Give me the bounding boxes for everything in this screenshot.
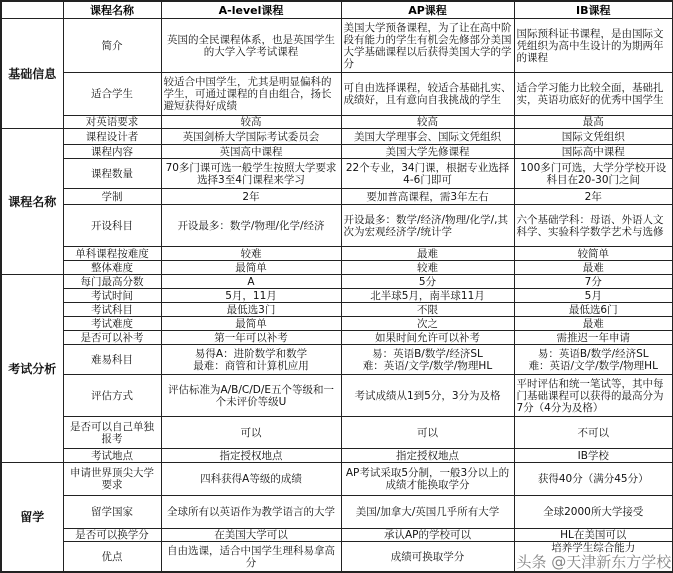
- ap-cell: [341, 289, 514, 303]
- ap-cell: [341, 496, 514, 529]
- alevel-cell: [161, 205, 341, 247]
- ib-cell-text: 最低选6门: [568, 303, 618, 316]
- row-label: [63, 261, 161, 275]
- ib-cell: [514, 542, 673, 573]
- ib-cell: [514, 159, 673, 189]
- ap-cell-text: AP考试采取5分制，一般3分以上的成绩才能换取学分: [345, 467, 510, 491]
- row-label: [63, 331, 161, 345]
- ap-cell-text: 美国大学理事会、国际文凭组织: [354, 130, 501, 143]
- ap-cell: [341, 542, 514, 573]
- group-label: 考试分析: [1, 275, 63, 463]
- ib-cell: [514, 189, 673, 205]
- row-label-text: 是否可以换学分: [75, 529, 149, 541]
- table-row: [1, 331, 673, 345]
- alevel-cell-text: A: [247, 275, 255, 288]
- row-label: [63, 275, 161, 289]
- row-label-text: 考试地点: [91, 449, 133, 462]
- ap-cell-text: 较难: [417, 261, 438, 274]
- ap-cell: [341, 145, 514, 159]
- header-corner: [1, 1, 63, 19]
- row-label: [63, 189, 161, 205]
- group-label: 留学: [1, 463, 63, 573]
- table-row: [1, 73, 673, 116]
- row-label-text: 课程设计者: [85, 130, 139, 143]
- table-row: [1, 449, 673, 463]
- row-label-text: 评估方式: [91, 389, 133, 402]
- row-label-text: 每门最高分数: [80, 275, 144, 288]
- ib-cell: [514, 116, 673, 129]
- alevel-cell-text: 最简单: [235, 261, 267, 274]
- row-label: [63, 73, 161, 116]
- row-label-text: 整体难度: [91, 261, 133, 274]
- row-label-text: 课程数量: [91, 167, 133, 180]
- ib-cell: [514, 417, 673, 449]
- table-row: [1, 116, 673, 129]
- ap-cell-text: 考试成绩从1到5分，3分为及格: [354, 389, 501, 402]
- ap-cell: [341, 261, 514, 275]
- ib-cell-text: 最难: [582, 261, 604, 274]
- ib-cell-text: 国际文凭组织: [561, 130, 625, 143]
- ap-cell: [341, 375, 514, 417]
- alevel-cell-text: 英国高中课程: [219, 145, 283, 158]
- alevel-cell: [161, 145, 341, 159]
- alevel-cell-text: 较适合中国学生，尤其是明显偏科的学生，可通过课程的自由组合，扬长避短获得好成绩: [163, 76, 332, 112]
- ap-cell: [341, 129, 514, 145]
- alevel-cell: [161, 496, 341, 529]
- row-label: [63, 19, 161, 73]
- alevel-cell-text: 指定授权地点: [219, 449, 283, 462]
- ib-cell: [514, 145, 673, 159]
- ib-cell: [514, 345, 673, 375]
- table-row: [1, 463, 673, 496]
- ap-cell: [341, 417, 514, 449]
- ib-cell: [514, 317, 673, 331]
- table-row: [1, 542, 673, 573]
- ap-cell: [341, 303, 514, 317]
- row-label-text: 考试科目: [91, 303, 133, 316]
- ib-cell-text: 7分: [584, 275, 602, 288]
- ap-cell: [341, 317, 514, 331]
- row-label: [63, 116, 161, 129]
- alevel-cell: [161, 417, 341, 449]
- ib-cell-text: 培养学生综合能力: [551, 542, 636, 554]
- ib-cell: [514, 463, 673, 496]
- alevel-cell-text: 英国的全民课程体系，也是英国学生的大学入学考试课程: [167, 33, 335, 58]
- alevel-cell: [161, 463, 341, 496]
- header-ib: IB课程: [514, 1, 673, 19]
- ap-cell: [341, 449, 514, 463]
- table-row: [1, 317, 673, 331]
- ap-cell-text: 开设最多：数学/经济/物理/化学/,其次为宏观经济学/统计学: [343, 213, 508, 238]
- ib-cell-text: 100多门可选，大学分学校开设科目在20-30门之间: [520, 161, 667, 186]
- ib-cell: [514, 289, 673, 303]
- ap-cell: [341, 205, 514, 247]
- row-label: [63, 303, 161, 317]
- table-row: [1, 247, 673, 261]
- ap-cell: [341, 331, 514, 345]
- ib-cell: [514, 73, 673, 116]
- table-row: [1, 289, 673, 303]
- alevel-cell-text: 较难: [240, 247, 262, 260]
- header-ap: AP课程: [341, 1, 514, 19]
- alevel-cell-text: 四科获得A等级的成绩: [200, 473, 302, 485]
- group-label: 课程名称: [1, 129, 63, 275]
- ap-cell: [341, 275, 514, 289]
- row-label: [63, 529, 161, 542]
- alevel-cell-text: 70多门课可选一般学生按照大学要求选择3至4门课程来学习: [165, 161, 337, 186]
- row-label-text: 适合学生: [91, 88, 133, 100]
- alevel-cell-text: 5月，11月: [225, 289, 277, 302]
- ib-cell-text: 适合学习能力比较全面，基础扎实，英语功底好的优秀中国学生: [516, 82, 664, 106]
- ap-cell: [341, 73, 514, 116]
- ib-cell: [514, 331, 673, 345]
- ap-cell: [341, 159, 514, 189]
- alevel-cell-text: 最简单: [235, 317, 267, 330]
- row-label: [63, 542, 161, 573]
- ib-cell: [514, 19, 673, 73]
- ib-cell: [514, 375, 673, 417]
- ap-cell-text: 可以: [417, 426, 438, 439]
- ap-cell-text: 北半球5月，南半球11月: [370, 289, 485, 302]
- ap-cell-text: 指定授权地点: [396, 449, 459, 462]
- row-label-text: 考试时间: [91, 289, 133, 302]
- row-label: [63, 205, 161, 247]
- ib-cell: [514, 529, 673, 542]
- ib-cell-text: 六个基础学科：母语、外语人文科学、实验科学数学艺术与选修: [516, 213, 664, 238]
- ib-cell-text: IB学校: [577, 449, 609, 462]
- alevel-cell: [161, 159, 341, 189]
- row-label: [63, 317, 161, 331]
- alevel-cell-text: 易得A：进阶数学和数学 最难：商管和计算机应用: [193, 347, 309, 372]
- ib-cell-text: 不可以: [577, 426, 609, 439]
- alevel-cell: [161, 116, 341, 129]
- row-label: [63, 463, 161, 496]
- row-label-text: 开设科目: [91, 219, 133, 232]
- ib-cell-text: 5月: [584, 289, 602, 302]
- ap-cell-text: 成绩可换取学分: [390, 550, 465, 563]
- alevel-cell: [161, 19, 341, 73]
- table-row: [1, 19, 673, 73]
- ap-cell-text: 可自由选择课程，较适合基础扎实、成绩好，且有意向自我挑战的学生: [343, 82, 512, 106]
- ap-cell-text: 22个专业，34门课，根据专业选择4-6门即可: [345, 161, 510, 186]
- table-row: [1, 145, 673, 159]
- row-label-text: 对英语要求: [85, 116, 139, 128]
- alevel-cell-text: 全球所有以英语作为教学语言的大学: [167, 506, 335, 518]
- row-label-text: 简介: [101, 39, 123, 52]
- ap-cell: [341, 247, 514, 261]
- row-label: [63, 289, 161, 303]
- alevel-cell: [161, 345, 341, 375]
- watermark: 头条 @天津新东方学校: [516, 553, 672, 571]
- row-label: [63, 345, 161, 375]
- row-label: [63, 247, 161, 261]
- table-row: [1, 129, 673, 145]
- alevel-cell: [161, 542, 341, 573]
- ib-cell-text: 最高: [582, 116, 604, 128]
- row-label-text: 优点: [101, 550, 123, 563]
- ap-cell-text: 美国/加拿大/英国几乎所有大学: [355, 506, 500, 518]
- alevel-cell: [161, 261, 341, 275]
- ib-cell-text: 全球2000所大学接受: [543, 506, 644, 518]
- row-label-text: 考试难度: [91, 317, 133, 330]
- ap-cell: [341, 345, 514, 375]
- ap-cell-text: 要加普高课程，需3年左右: [366, 190, 489, 203]
- ap-cell-text: 次之: [417, 317, 438, 330]
- alevel-cell: [161, 375, 341, 417]
- ib-cell-text: 获得40分（满分45分）: [537, 473, 649, 485]
- table-row: [1, 417, 673, 449]
- table-row: [1, 496, 673, 529]
- ib-cell: [514, 205, 673, 247]
- ib-cell-text: 需推迟一年申请: [556, 331, 630, 344]
- alevel-cell: [161, 275, 341, 289]
- ib-cell: [514, 303, 673, 317]
- row-label-text: 申请世界顶尖大学要求: [70, 467, 154, 491]
- alevel-cell-text: 英国剑桥大学国际考试委员会: [182, 130, 320, 143]
- ap-cell-text: 最难: [417, 247, 438, 260]
- ap-cell-text: 5分: [418, 275, 437, 288]
- row-label: [63, 159, 161, 189]
- alevel-cell: [161, 303, 341, 317]
- row-label: [63, 449, 161, 463]
- alevel-cell: [161, 449, 341, 463]
- ib-cell-text: 平时评估和统一笔试等，其中每门基础课程可以获得的最高分为7分（4分为及格）: [516, 377, 664, 414]
- row-label: [63, 375, 161, 417]
- alevel-cell-text: 第一年可以补考: [214, 331, 288, 344]
- ib-cell: [514, 261, 673, 275]
- ap-cell: [341, 529, 514, 542]
- row-label-text: 单科课程按难度: [75, 247, 149, 260]
- table-row: [1, 345, 673, 375]
- group-label: 基础信息: [1, 19, 63, 129]
- row-label-text: 课程内容: [91, 145, 133, 158]
- ap-cell-text: 不限: [417, 303, 438, 316]
- row-label: [63, 496, 161, 529]
- alevel-cell: [161, 331, 341, 345]
- alevel-cell: [161, 129, 341, 145]
- ib-cell-text: HL在美国可以: [560, 529, 627, 541]
- alevel-cell: [161, 189, 341, 205]
- alevel-cell: [161, 529, 341, 542]
- ap-cell: [341, 19, 514, 73]
- table-row: [1, 261, 673, 275]
- ap-cell-text: 易：英语B/数学/经济SL 难：英语/文学/数学/物理HL: [362, 347, 493, 372]
- ib-cell-text: 较简单: [577, 247, 609, 260]
- ap-cell: [341, 189, 514, 205]
- ap-cell: [341, 116, 514, 129]
- table-row: [1, 159, 673, 189]
- ib-cell: [514, 275, 673, 289]
- alevel-cell-text: 较高: [240, 116, 262, 128]
- row-label: [63, 129, 161, 145]
- ib-cell: [514, 496, 673, 529]
- table-row: [1, 189, 673, 205]
- row-label-text: 难易科目: [91, 353, 133, 366]
- alevel-cell: [161, 73, 341, 116]
- ap-cell-text: 美国大学预备课程，为了让在高中阶段有能力的学生有机会先修部分美国大学基础课程以后获得美国大学的学分: [343, 21, 512, 70]
- ap-cell-text: 如果时间允许可以补考: [375, 331, 480, 344]
- ap-cell: [341, 463, 514, 496]
- row-label-text: 是否可以自己单独报考: [70, 420, 154, 445]
- table-row: [1, 205, 673, 247]
- alevel-cell-text: 可以: [240, 426, 262, 439]
- alevel-cell-text: 评估标准为A/B/C/D/E五个等级和一个未评价等级U: [167, 383, 335, 408]
- ib-cell-text: 国际预科证书课程，是由国际文凭组织为高中生设计的为期两年的课程: [516, 27, 664, 64]
- ap-cell-text: 承认AP的学校可以: [383, 529, 471, 541]
- table-row: [1, 529, 673, 542]
- ib-cell: [514, 247, 673, 261]
- row-label: [63, 145, 161, 159]
- alevel-cell-text: 2年: [242, 190, 260, 203]
- alevel-cell-text: 在美国大学可以: [214, 529, 288, 541]
- alevel-cell: [161, 289, 341, 303]
- row-label: [63, 417, 161, 449]
- table-row: [1, 275, 673, 289]
- alevel-cell-text: 自由选课，适合中国学生理科易拿高分: [167, 544, 335, 569]
- row-label-text: 留学国家: [91, 506, 133, 518]
- header-row: [1, 1, 673, 19]
- ap-cell-text: 较高: [417, 116, 438, 128]
- row-label-text: 学制: [101, 190, 123, 203]
- table-row: [1, 375, 673, 417]
- alevel-cell-text: 最低选3门: [226, 303, 276, 316]
- ib-cell-text: 最难: [582, 317, 604, 330]
- alevel-cell-text: 开设最多：数学/物理/化学/经济: [177, 219, 325, 232]
- row-label-text: 是否可以补考: [80, 331, 144, 344]
- ap-cell-text: 美国大学先修课程: [385, 145, 470, 158]
- table-row: [1, 303, 673, 317]
- alevel-cell: [161, 317, 341, 331]
- ib-cell-text: 2年: [584, 190, 602, 203]
- header-alevel: A-level课程: [161, 1, 341, 19]
- header-course-name: 课程名称: [63, 1, 161, 19]
- alevel-cell: [161, 247, 341, 261]
- ib-cell: [514, 129, 673, 145]
- ib-cell-text: 国际高中课程: [561, 145, 625, 158]
- ib-cell: [514, 449, 673, 463]
- ib-cell-text: 易：英语B/数学/经济SL 难：英语/文学/数学/物理HL: [528, 347, 658, 372]
